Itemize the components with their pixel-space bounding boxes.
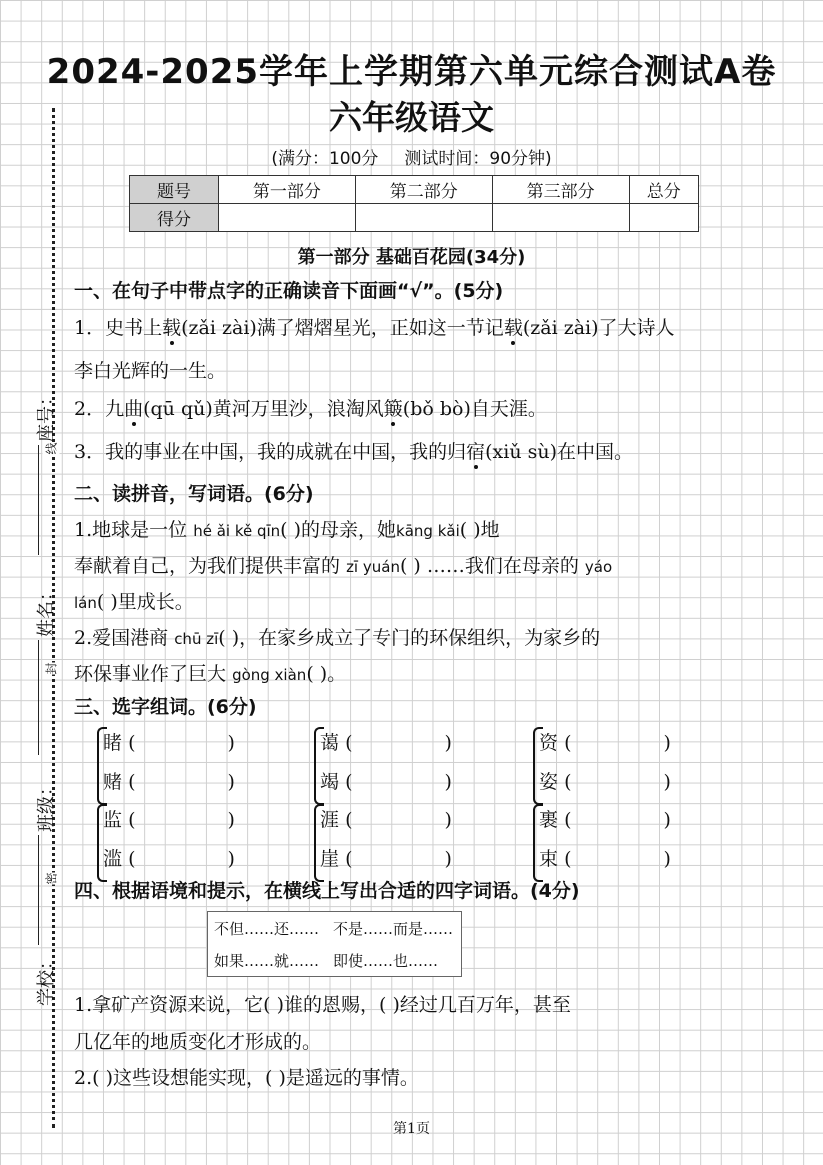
pinyin: gòng xiàn	[232, 666, 307, 684]
char: 监	[103, 809, 123, 831]
paren: )	[444, 848, 452, 870]
hint-item: 即使……也……	[333, 951, 439, 970]
paren: )	[227, 848, 235, 870]
paren: )	[444, 732, 452, 754]
exam-title: 2024-2025学年上学期第六单元综合测试A卷	[46, 52, 777, 92]
section-1-heading: 一、在句子中带点字的正确读音下面画“√”。(5分)	[74, 280, 504, 302]
char: 赌	[103, 771, 123, 793]
text: (qū qǔ)黄河万里沙，浪淘风	[143, 398, 384, 420]
paren: (	[345, 732, 353, 754]
dotted-char: 宿	[466, 441, 486, 463]
question-2-2-line2	[74, 659, 346, 686]
word-item[interactable]	[103, 805, 235, 832]
pinyin: hé ǎi kě qīn	[193, 522, 281, 540]
seal-mark: 密	[44, 872, 59, 885]
text: 1.地球是一位	[74, 519, 188, 541]
pinyin: kāng kǎi	[396, 522, 460, 540]
word-item[interactable]	[320, 728, 452, 755]
hint-item: 如果……就……	[214, 951, 320, 970]
question-1-1-cont: 李白光辉的一生。	[74, 360, 227, 382]
class-label: 班级：	[36, 778, 57, 832]
dotted-char: 载	[162, 317, 182, 339]
word-item[interactable]	[103, 728, 235, 755]
seat-write-line	[38, 445, 39, 555]
page-number: 第1页	[393, 1121, 430, 1137]
paren: (	[564, 771, 572, 793]
char: 竭	[320, 771, 340, 793]
score-header-cell: 第二部分	[355, 176, 492, 204]
question-2-1-line3	[74, 587, 194, 614]
paren: (	[128, 732, 136, 754]
char: 蔼	[320, 732, 340, 754]
part-one-heading: 第一部分 基础百花园(34分)	[297, 247, 526, 268]
score-header-cell: 第一部分	[219, 176, 356, 204]
word-item[interactable]	[539, 844, 671, 871]
question-1-1	[74, 313, 675, 340]
word-item[interactable]	[320, 767, 452, 794]
section-3-heading: 三、选字组词。(6分)	[74, 696, 257, 718]
question-4-2[interactable]: 2.( )这些设想能实现，( )是遥远的事情。	[74, 1067, 419, 1089]
word-item[interactable]	[103, 844, 235, 871]
text: (zǎi zài)了大诗人	[522, 317, 675, 339]
paren: (	[128, 771, 136, 793]
paren: (	[564, 848, 572, 870]
paren: (	[345, 809, 353, 831]
hint-item: 不但……还……	[214, 919, 320, 938]
question-1-2	[74, 394, 547, 421]
paren: )	[444, 809, 452, 831]
char: 资	[539, 732, 559, 754]
name-label: 姓名：	[36, 583, 57, 637]
score-cell[interactable]	[629, 204, 698, 232]
char: 涯	[320, 809, 340, 831]
section-2-heading: 二、读拼音，写词语。(6分)	[74, 483, 314, 505]
text: 环保事业作了巨大	[74, 663, 227, 685]
seal-mark: 封	[44, 662, 59, 675]
score-header-cell: 总分	[629, 176, 698, 204]
paren: )	[663, 771, 671, 793]
paren: )	[663, 732, 671, 754]
score-cell[interactable]	[492, 204, 629, 232]
section-4-heading: 四、根据语境和提示，在横线上写出合适的四字词语。(4分)	[74, 880, 580, 902]
question-2-1	[74, 515, 500, 542]
pinyin: yáo	[584, 558, 613, 576]
pinyin: lán	[74, 594, 97, 612]
question-2-2	[74, 623, 600, 650]
word-item[interactable]	[539, 805, 671, 832]
text: 奉献着自己，为我们提供丰富的	[74, 555, 341, 577]
paren: (	[564, 809, 572, 831]
hint-item: 不是……而是……	[333, 919, 454, 938]
text: 1．史书上	[74, 317, 163, 339]
score-header-cell: 第三部分	[492, 176, 629, 204]
paren: (	[345, 848, 353, 870]
pinyin: chū zī	[174, 630, 219, 648]
question-2-1-line2	[74, 551, 612, 578]
paren: (	[564, 732, 572, 754]
test-time: 测试时间：90分钟)	[404, 149, 552, 169]
hint-box	[207, 911, 462, 977]
exam-subtitle: 六年级语文	[329, 98, 494, 137]
class-write-line	[38, 835, 39, 945]
score-table	[129, 175, 699, 232]
paren: )	[663, 848, 671, 870]
paren: )	[663, 809, 671, 831]
text: 2.爱国港商	[74, 627, 169, 649]
text: (bǒ bò)自天涯。	[402, 398, 547, 420]
paren: )	[227, 809, 235, 831]
score-cell[interactable]	[355, 204, 492, 232]
question-4-1-cont: 几亿年的地质变化才形成的。	[74, 1031, 322, 1053]
text: 3．我的事业在中国，我的成就在中国，我的归	[74, 441, 467, 463]
paren: )	[227, 771, 235, 793]
word-item[interactable]	[539, 767, 671, 794]
answer-blank[interactable]: ( )的母亲，她	[280, 519, 397, 541]
score-row-label: 得分	[130, 204, 219, 232]
paren: (	[128, 809, 136, 831]
answer-blank[interactable]: ( )，在家乡成立了专门的环保组织，为家乡的	[218, 627, 601, 649]
text: (zǎi zài)满了熠熠星光，正如这一节记	[181, 317, 504, 339]
paren: (	[345, 771, 353, 793]
answer-blank[interactable]: ( )地	[459, 519, 500, 541]
char: 睹	[103, 732, 123, 754]
word-item[interactable]	[320, 805, 452, 832]
answer-blank[interactable]: ( )里成长。	[96, 591, 194, 613]
word-item[interactable]	[103, 767, 235, 794]
text: (xiǔ sù)在中国。	[485, 441, 633, 463]
pinyin: zī yuán	[346, 558, 400, 576]
score-header-cell: 题号	[130, 176, 219, 204]
char: 束	[539, 848, 559, 870]
paren: )	[444, 771, 452, 793]
school-label: 学校：	[36, 952, 57, 1006]
seat-label: 座号：	[36, 388, 57, 442]
dotted-char: 曲	[124, 398, 144, 420]
dotted-char: 载	[503, 317, 523, 339]
word-item[interactable]	[320, 844, 452, 871]
char: 姿	[539, 771, 559, 793]
char: 裹	[539, 809, 559, 831]
word-item[interactable]	[539, 728, 671, 755]
text: 2．九	[74, 398, 125, 420]
question-4-1[interactable]: 1.拿矿产资源来说，它( )谁的恩赐，( )经过几百万年，甚至	[74, 994, 571, 1016]
dotted-char: 簸	[383, 398, 403, 420]
seal-mark: 线	[44, 442, 59, 455]
char: 滥	[103, 848, 123, 870]
paren: )	[227, 732, 235, 754]
score-cell[interactable]	[219, 204, 356, 232]
char: 崖	[320, 848, 340, 870]
paren: (	[128, 848, 136, 870]
full-score: (满分：100分	[271, 149, 379, 169]
answer-blank[interactable]: ( )。	[306, 663, 347, 685]
name-write-line	[38, 640, 39, 755]
exam-info	[0, 144, 823, 169]
question-1-3	[74, 437, 633, 464]
answer-blank[interactable]: ( ) ……我们在母亲的	[399, 555, 579, 577]
